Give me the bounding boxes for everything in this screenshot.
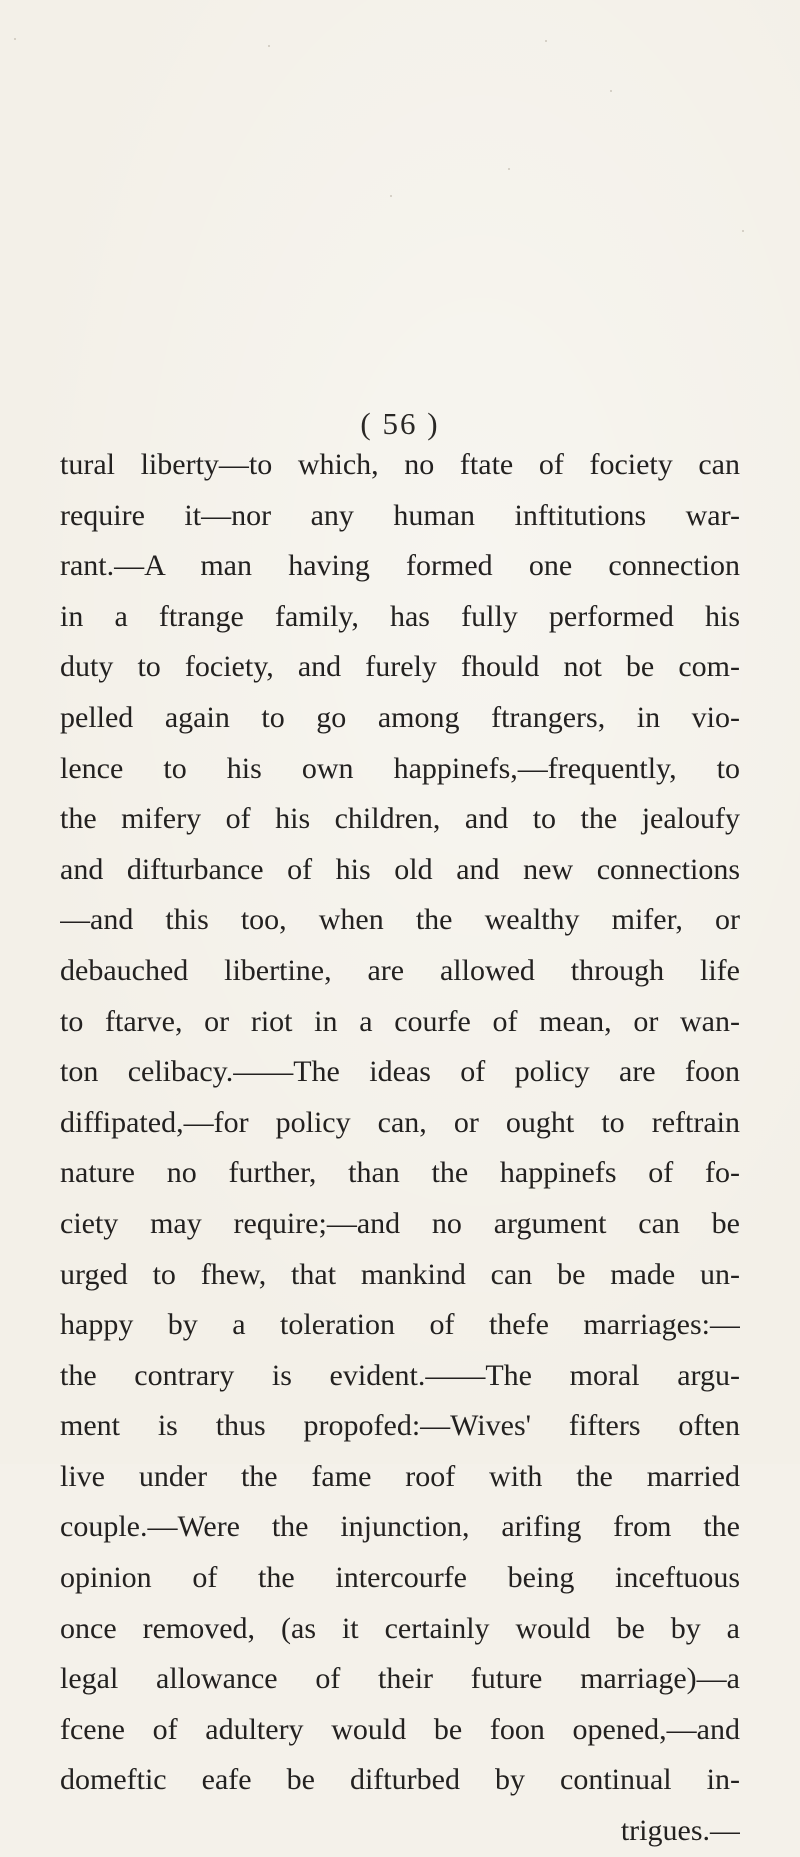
text-line: and difturbance of his old and new connections [60, 852, 740, 886]
page-number: ( 56 ) [360, 406, 440, 441]
text-line: ciety may require;—and no argument can be [60, 1206, 740, 1240]
text-line: lence to his own happinefs,—frequently, to [60, 751, 740, 785]
text-line: live under the fame roof with the married [60, 1459, 740, 1493]
text-line: ton celibacy.——The ideas of policy are foon [60, 1055, 740, 1089]
text-line: the contrary is evident.——The moral argu- [60, 1358, 740, 1392]
text-line: rant.—A man having formed one connection [60, 549, 740, 583]
text-line: require it—nor any human inftitutions war- [60, 498, 740, 532]
text-line: nature no further, than the happinefs of fo- [60, 1156, 740, 1190]
text-line: debauched libertine, are allowed through life [60, 953, 740, 987]
paper-speck [545, 40, 547, 42]
catchword-line: trigues.— [620, 1814, 740, 1848]
paper-speck [390, 195, 392, 197]
text-line: urged to fhew, that mankind can be made un- [60, 1257, 740, 1291]
text-line: domeftic eafe be difturbed by continual in- [60, 1763, 740, 1797]
text-line: diffipated,—for policy can, or ought to reftrain [60, 1105, 740, 1139]
text-line: duty to fociety, and furely fhould not be com- [60, 650, 740, 684]
text-line: —and this too, when the wealthy mifer, or [60, 903, 740, 937]
paper-speck [742, 230, 744, 232]
paper-speck [268, 45, 270, 47]
text-line: legal allowance of their future marriage)—a [60, 1662, 740, 1696]
text-line: couple.—Were the injunction, arifing from the [60, 1510, 740, 1544]
body-text [60, 440, 740, 1857]
text-line: tural liberty—to which, no ftate of fociety can [60, 448, 740, 481]
text-line: the mifery of his children, and to the jealoufy [60, 802, 740, 836]
text-line: pelled again to go among ftrangers, in vio- [60, 700, 740, 734]
paper-speck [610, 90, 612, 92]
text-line: to ftarve, or riot in a courfe of mean, or wan- [60, 1004, 740, 1038]
text-line: happy by a toleration of thefe marriages:— [60, 1308, 740, 1342]
text-line: opinion of the intercourfe being inceftuous [60, 1561, 740, 1595]
text-line: ment is thus propofed:—Wives' fifters often [60, 1409, 740, 1443]
paper-speck [508, 168, 510, 170]
text-line: once removed, (as it certainly would be by a [60, 1611, 740, 1645]
text-line: fcene of adultery would be foon opened,—and [60, 1712, 740, 1746]
paper-speck [14, 38, 16, 40]
text-line: in a ftrange family, has fully performed his [60, 599, 740, 633]
